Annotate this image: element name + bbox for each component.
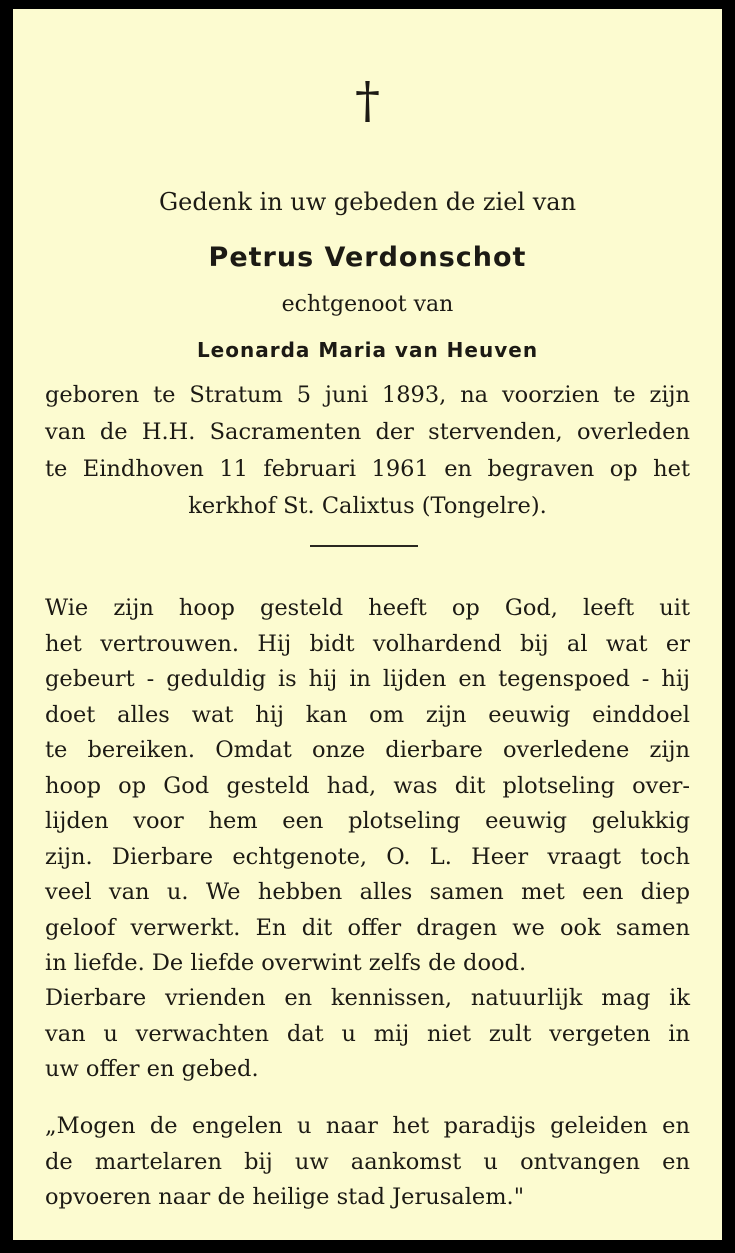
details-line: geboren te Stratum 5 juni 1893, na voorzien te zijn xyxy=(45,382,690,408)
paragraph-line: uw offer en gebed. xyxy=(45,1056,259,1082)
paragraph-line: van u verwachten dat u mij niet zult vergeten in xyxy=(45,1020,690,1047)
paragraph-line: het vertrouwen. Hij bidt volhardend bij al wat er xyxy=(45,630,690,657)
paragraph-line: opvoeren naar de heilige stad Jerusalem." xyxy=(45,1184,525,1210)
paragraph-line: lijden voor hem een plotseling eeuwig gelukkig xyxy=(45,808,690,834)
memorial-card xyxy=(13,9,722,1240)
biographical-details xyxy=(45,377,690,525)
paragraph-line: de martelaren bij uw aankomst u ontvangen en xyxy=(45,1148,690,1175)
cross-icon: † xyxy=(355,71,380,129)
deceased-name: Petrus Verdonschot xyxy=(208,242,527,273)
intro-text: Gedenk in uw gebeden de ziel van xyxy=(158,188,577,216)
paragraph-line: „Mogen de engelen u naar het paradijs geleiden en xyxy=(45,1113,690,1139)
details-line: kerkhof St. Calixtus (Tongelre). xyxy=(188,493,547,519)
divider xyxy=(310,545,418,547)
spouse-name: Leonarda Maria van Heuven xyxy=(196,338,539,362)
details-line: van de H.H. Sacramenten der stervenden, overleden xyxy=(45,419,690,445)
paragraph-line: veel van u. We hebben alles samen met een diep xyxy=(45,879,690,905)
paragraph-line: hoop op God gesteld had, was dit plotseling over- xyxy=(45,772,690,799)
paragraph-line: gebeurt - geduldig is hij in lijden en tegenspoed - hij xyxy=(45,666,690,692)
prayer-quote-paragraph xyxy=(45,1109,690,1216)
reflection-paragraph xyxy=(45,591,690,982)
paragraph-line: geloof verwerkt. En dit offer dragen we ook samen xyxy=(45,914,690,941)
paragraph-line: Dierbare vrienden en kennissen, natuurlijk mag ik xyxy=(45,985,690,1011)
friends-paragraph xyxy=(45,981,690,1088)
paragraph-line: te bereiken. Omdat onze dierbare overledene zijn xyxy=(45,737,690,763)
paragraph-line: in liefde. De liefde overwint zelfs de dood. xyxy=(45,950,527,976)
paragraph-line: zijn. Dierbare echtgenote, O. L. Heer vraagt toch xyxy=(45,843,690,870)
spouse-label: echtgenoot van xyxy=(281,292,454,317)
details-line: te Eindhoven 11 februari 1961 en begraven op het xyxy=(45,456,690,482)
paragraph-line: doet alles wat hij kan om zijn eeuwig einddoel xyxy=(45,701,690,728)
paragraph-line: Wie zijn hoop gesteld heeft op God, leeft uit xyxy=(45,595,690,621)
